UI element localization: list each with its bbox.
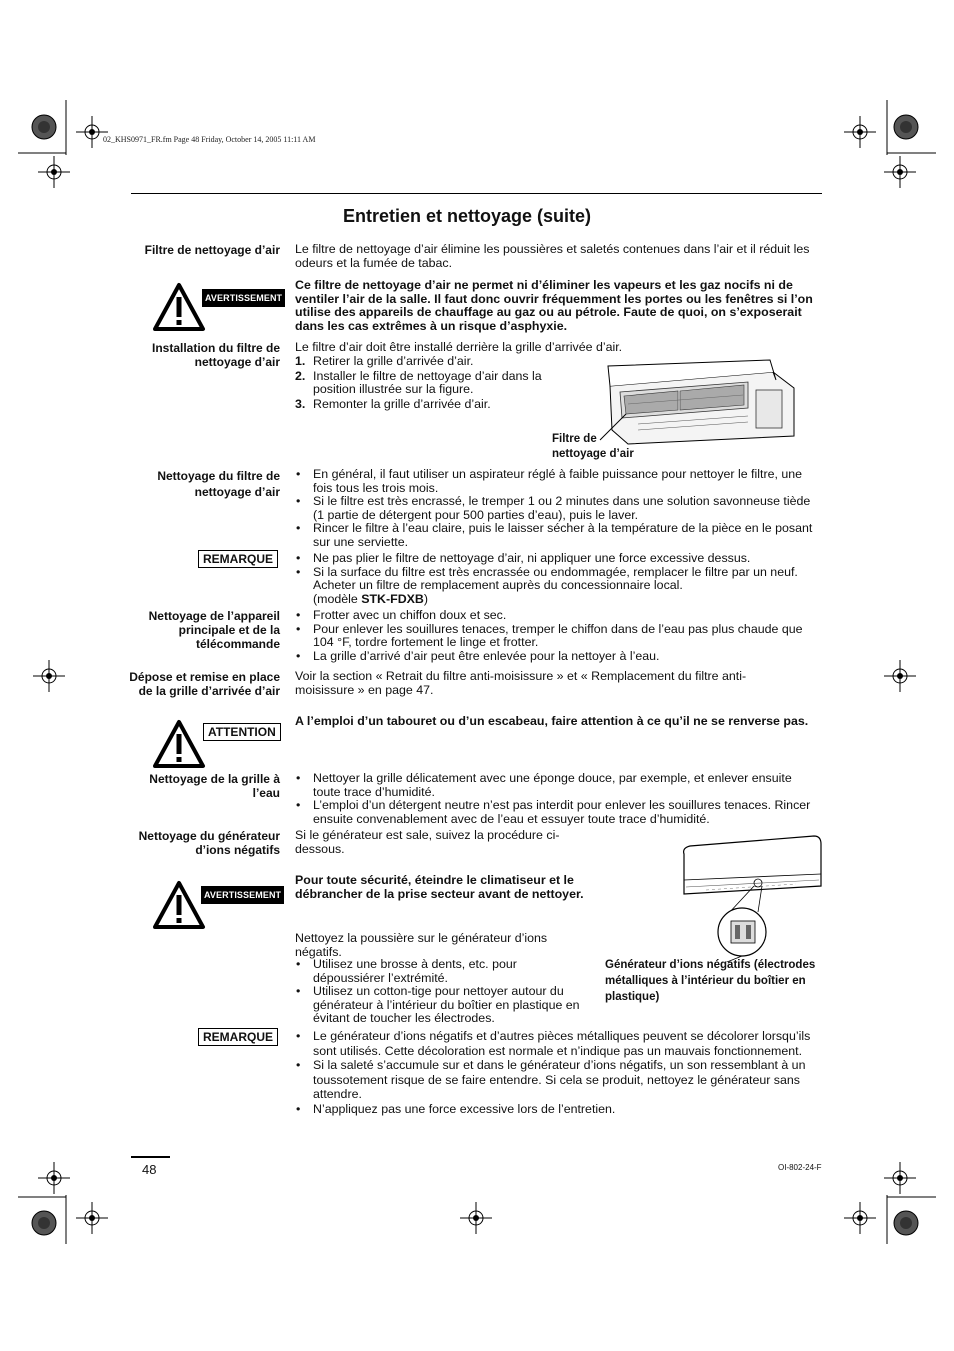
- ion-generator-dust-text: Nettoyez la poussière sur le générateur d’ions négatifs.: [295, 931, 548, 959]
- registration-mark-icon: [884, 1162, 916, 1194]
- list-item: • N’appliquez pas une force excessive lors de l’entretien.: [295, 1102, 820, 1117]
- attention-badge: ATTENTION: [203, 723, 281, 741]
- list-item: • Pour enlever les souillures tenaces, tremper le chiffon dans de l’eau pas plus chaude que 104 °F, tordre fortement le linge et frotter.: [295, 623, 820, 650]
- list-item: 2. Installer le filtre de nettoyage d’air dans la position illustrée sur la figure.: [295, 368, 542, 397]
- list-item: • Rincer le filtre à l’eau claire, puis le laisser sécher à la température de la pièce en le posant sur une serviette.: [295, 522, 820, 549]
- caution-text: A l’emploi d’un tabouret ou d’un escabeau, faire attention à ce qu’il ne se renverse pas.: [295, 714, 809, 728]
- remarque-badge: REMARQUE: [198, 550, 278, 568]
- section-label-unit-cleaning: Nettoyage de l’appareil principale et de la télécommande: [148, 609, 280, 651]
- warning-triangle-icon: [152, 282, 206, 332]
- page-number-rule: [131, 1156, 170, 1158]
- registration-disc-icon: [894, 115, 918, 139]
- grille-washing-list: [295, 772, 820, 826]
- list-item: 1. Retirer la grille d’arrivée d’air.: [295, 354, 474, 368]
- registration-mark-icon: [884, 156, 916, 188]
- page-number: 48: [142, 1162, 157, 1177]
- ion-generator-warning-text: Pour toute sécurité, éteindre le climatiseur et le débrancher de la prise secteur avant de nettoyer.: [295, 873, 584, 901]
- warning-triangle-icon: [152, 880, 206, 930]
- ion-generator-illustration: [676, 832, 824, 962]
- registration-mark-icon: [844, 1202, 876, 1234]
- list-item: • Si la surface du filtre est très encrassée ou endommagée, remplacer le filtre par un neuf. Acheter un filtre de remplacement auprès du concessionnaire local.: [295, 566, 820, 593]
- list-item: • Le générateur d’ions négatifs et d’autres pièces métalliques peuvent se décolorer lorsqu’ils sont utilisés. Cette décoloration est normale et n’indique pas un mauvais fonctionnement.: [295, 1029, 820, 1058]
- registration-disc-icon: [32, 1211, 56, 1235]
- air-filter-caption: Filtre de nettoyage d’air: [552, 433, 634, 460]
- ion-generator-list: [295, 958, 583, 1026]
- list-item: • Si le filtre est très encrassé, le tremper 1 ou 2 minutes dans une solution savonneuse tiède (1 partie de détergent pour 500 parties d’eau), puis le laver.: [295, 495, 820, 522]
- registration-mark-icon: [38, 1162, 70, 1194]
- list-item: • Utilisez un cotton-tige pour nettoyer autour du générateur à l’intérieur du boîtier en plastique en évitant de toucher les électrodes.: [295, 985, 583, 1026]
- registration-mark-icon: [76, 1202, 108, 1234]
- ion-generator-caption: Générateur d’ions négatifs (électrodes métalliques à l’intérieur du boîtier en plastique): [605, 959, 816, 1003]
- air-filter-text: Le filtre de nettoyage d’air élimine les poussières et saletés contenues dans l’air et il réduit les odeurs et la fumée de tabac.: [295, 242, 810, 270]
- filter-cleaning-list: [295, 468, 820, 550]
- model-line: (modèle STK-FDXB): [313, 591, 428, 606]
- registration-mark-icon: [844, 116, 876, 148]
- section-label-grille-washing: Nettoyage de la grille à l’eau: [149, 772, 280, 800]
- registration-mark-icon: [884, 660, 916, 692]
- section-label-filter-install: Installation du filtre de nettoyage d’air: [151, 341, 280, 369]
- ion-generator-note-list: [295, 1029, 820, 1116]
- list-item: • Nettoyer la grille délicatement avec une éponge douce, par exemple, et enlever ensuite toute trace d’humidité.: [295, 772, 820, 799]
- section-label-air-filter: Filtre de nettoyage d’air: [144, 243, 280, 257]
- filter-install-intro: Le filtre d’air doit être installé derrière la grille d’arrivée d’air.: [295, 340, 623, 354]
- registration-mark-icon: [38, 156, 70, 188]
- model-code: STK-FDXB: [361, 591, 424, 606]
- filter-note-list: [295, 552, 820, 593]
- section-label-filter-cleaning: Nettoyage du filtre de nettoyage d’air: [157, 469, 280, 499]
- air-filter-warning-text: Ce filtre de nettoyage d’air ne permet ni d’éliminer les vapeurs et les gaz nocifs ni de ventiler l’air de la salle. Il faut donc ouvrir fréquemment les portes ou les fenêtres si l’on utilise des appareils de chauffage au gaz ou au pétrole. Faute de quoi, on s’exposerait dans les cas extrêmes à un risque d’asphyxie.: [295, 278, 813, 333]
- list-item: • Frotter avec un chiffon doux et sec.: [295, 609, 820, 623]
- registration-disc-icon: [894, 1211, 918, 1235]
- list-item: • En général, il faut utiliser un aspirateur réglé à faible puissance pour nettoyer le filtre, une fois tous les trois mois.: [295, 468, 820, 495]
- page-title: Entretien et nettoyage (suite): [343, 206, 592, 226]
- list-item: • La grille d’arrivé d’air peut être enlevée pour la nettoyer à l’eau.: [295, 650, 820, 664]
- document-code: OI-802-24-F: [778, 1163, 822, 1172]
- registration-mark-icon: [33, 660, 65, 692]
- list-item: 3. Remonter la grille d’arrivée d’air.: [295, 396, 491, 411]
- warning-label: AVERTISSEMENT: [201, 886, 284, 904]
- grille-removal-text: Voir la section « Retrait du filtre anti-moisissure » et « Remplacement du filtre anti-moisissure » en page 47.: [295, 669, 747, 697]
- filter-install-steps: [295, 355, 545, 411]
- list-item: • Ne pas plier le filtre de nettoyage d’air, ni appliquer une force excessive dessus.: [295, 552, 820, 566]
- list-item: • Utilisez une brosse à dents, etc. pour dépoussiérer l’extrémité.: [295, 958, 583, 985]
- ion-generator-intro: Si le générateur est sale, suivez la procédure ci-dessous.: [295, 828, 560, 856]
- registration-disc-icon: [32, 115, 56, 139]
- header-rule: [131, 193, 822, 194]
- list-item: • L’emploi d’un détergent neutre n’est pas interdit pour enlever les souillures tenaces. Rincer ensuite convenablement avec de l’eau et essuyer toute trace d’humidité.: [295, 799, 820, 826]
- registration-mark-icon: [460, 1202, 492, 1234]
- list-item: • Si la saleté s’accumule sur et dans le générateur d’ions négatifs, un son ressemblant à un toussotement risque de se faire entendre. Si cela se produit, nettoyez le générateur sans attendre.: [295, 1058, 820, 1102]
- unit-cleaning-list: [295, 609, 820, 663]
- remarque-badge: REMARQUE: [198, 1028, 278, 1046]
- caution-triangle-icon: [152, 719, 206, 769]
- filter-note: [295, 552, 820, 606]
- section-label-ion-generator: Nettoyage du générateur d’ions négatifs: [138, 829, 280, 857]
- file-info: 02_KHS0971_FR.fm Page 48 Friday, October 14, 2005 11:11 AM: [103, 135, 316, 144]
- warning-label: AVERTISSEMENT: [202, 289, 285, 307]
- section-label-grille-removal: Dépose et remise en place de la grille d’arrivée d’air: [129, 670, 280, 698]
